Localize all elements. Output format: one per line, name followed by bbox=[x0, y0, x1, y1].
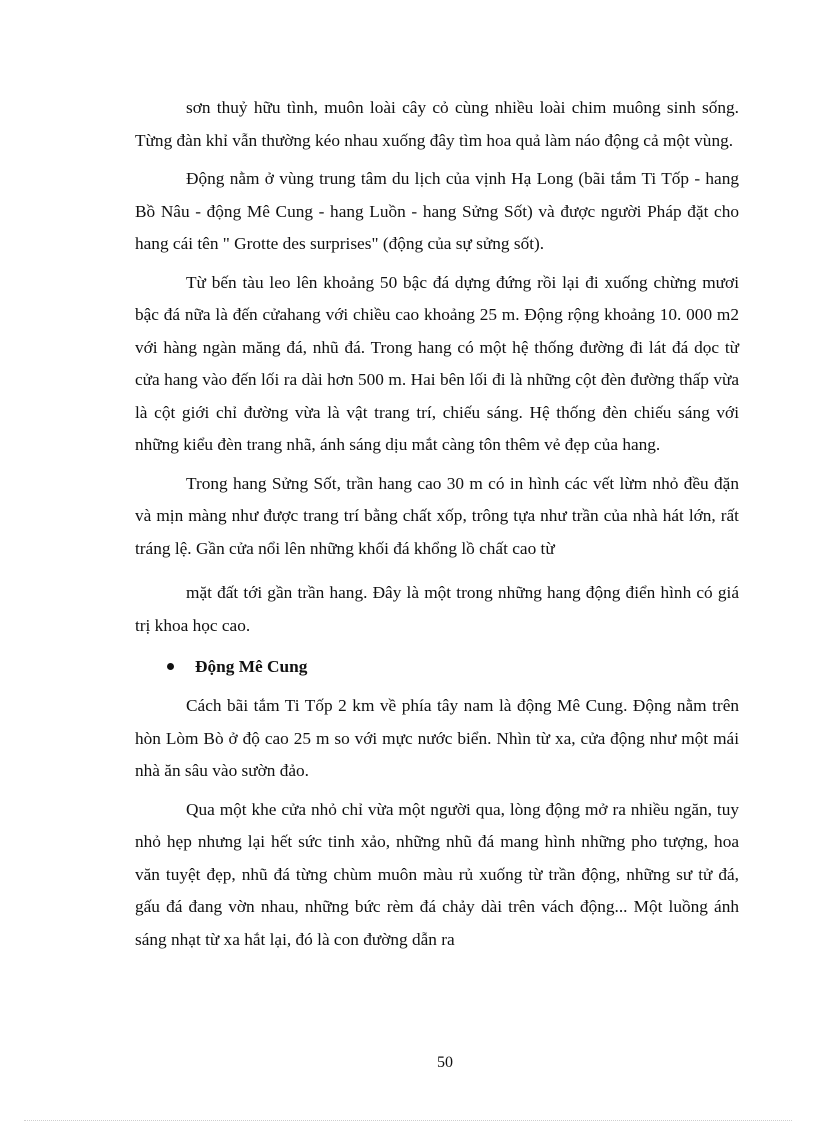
paragraph-3: Từ bến tàu leo lên khoảng 50 bậc đá dựng đứng rồi lại đi xuống chừng mươi bậc đá nữa là đến cửahang với chiều cao khoảng 25 m. Động rộng khoảng 10. 000 m2 với hàng ngàn măng đá, nhũ đá. Trong hang có một hệ thống đường đi lát đá dọc từ cửa hang vào đến lối ra dài hơn 500 m. Hai bên lối đi là những cột đèn đường thấp vừa là cột giới chỉ đường vừa là vật trang trí, chiếu sáng. Hệ thống đèn chiếu sáng với những kiểu đèn trang nhã, ánh sáng dịu mắt càng tôn thêm vẻ đẹp của hang. bbox=[135, 272, 739, 454]
paragraph-1: sơn thuỷ hữu tình, muôn loài cây cỏ cùng nhiều loài chim muông sinh sống. Từng đàn khỉ vẫn thường kéo nhau xuống đây tìm hoa quả làm náo động cả một vùng. bbox=[135, 98, 739, 150]
paragraph-7: Qua một khe cửa nhỏ chỉ vừa một người qua, lòng động mở ra nhiều ngăn, tuy nhỏ hẹp nhưng lại hết sức tinh xảo, những nhũ đá mang hình những pho tượng, hoa văn tuyệt đẹp, nhũ đá từng chùm muôn màu rủ xuống từ trần động, những sư tử đá, gấu đá đang vờn nhau, những bức rèm đá chảy dài trên vách động... Một luồng ánh sáng nhạt từ xa hắt lại, đó là con đường dẫn ra bbox=[135, 799, 739, 949]
paragraph-6: Cách bãi tắm Ti Tốp 2 km về phía tây nam là động Mê Cung. Động nằm trên hòn Lòm Bò ở độ cao 25 m so với mực nước biển. Nhìn từ xa, cửa động như một mái nhà ăn sâu vào sườn đảo. bbox=[135, 696, 739, 780]
bullet-icon bbox=[167, 663, 174, 670]
page-number: 50 bbox=[437, 1054, 453, 1071]
section-heading-text: Động Mê Cung bbox=[195, 657, 308, 676]
paragraph-2: Động nằm ở vùng trung tâm du lịch của vịnh Hạ Long (bãi tắm Ti Tốp - hang Bồ Nâu - động Mê Cung - hang Luồn - hang Sửng Sốt) và được người Pháp đặt cho hang cái tên " Grotte des surprises" (động của sự sửng sốt). bbox=[135, 169, 739, 253]
paragraph-5: mặt đất tới gần trần hang. Đây là một trong những hang động điển hình có giá trị khoa học cao. bbox=[135, 583, 739, 635]
paragraph-4: Trong hang Sửng Sốt, trần hang cao 30 m có in hình các vết lừm nhỏ đều đặn và mịn màng như được trang trí bằng chất xốp, trông tựa như trần của nhà hát lớn, rất tráng lệ. Gần cửa nổi lên những khối đá khổng lồ chất cao từ bbox=[135, 473, 739, 558]
page-bottom-rule bbox=[24, 1120, 792, 1121]
section-heading bbox=[135, 651, 739, 683]
page-body bbox=[135, 92, 739, 956]
